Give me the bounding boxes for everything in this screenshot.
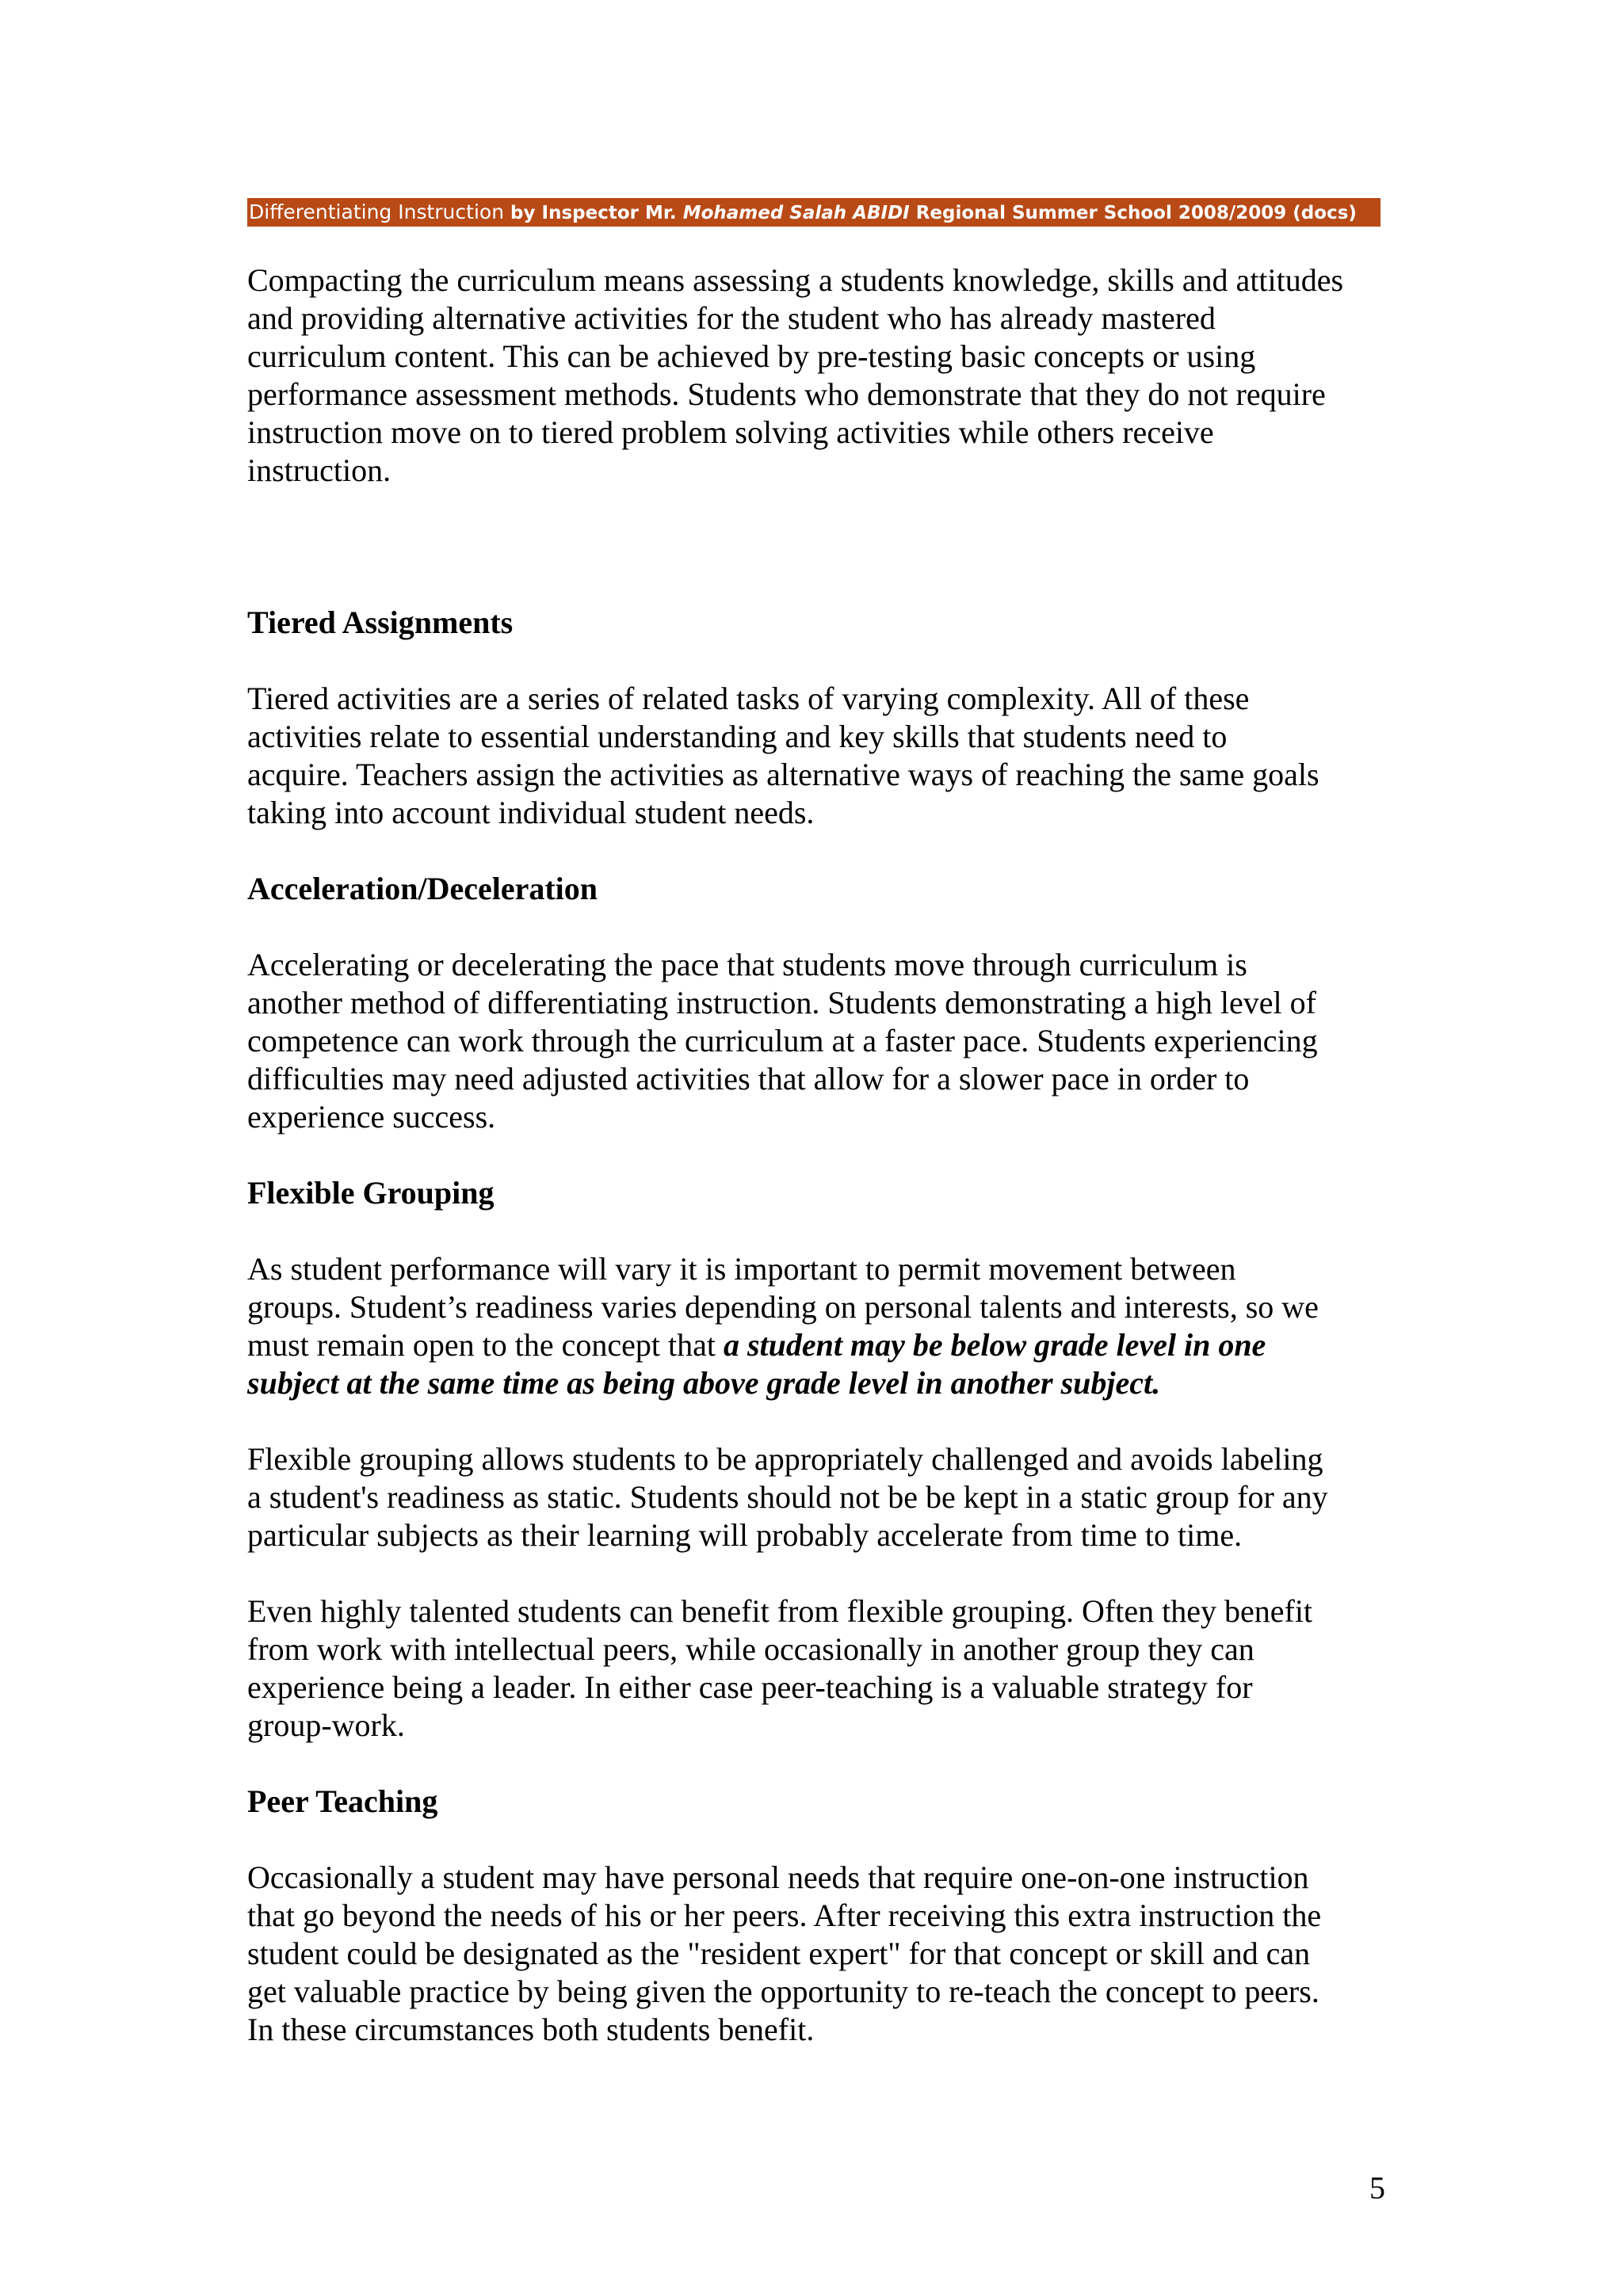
spacer: [247, 1402, 1388, 1440]
document-body: [247, 261, 1388, 2049]
intro-paragraph: Compacting the curriculum means assessing a students knowledge, skills and attitudes and providing alternative activities for the student who has already mastered curriculum content. This can be achieved by pre-testing basic concepts or using performance assessment methods. Students who demonstrate that they do not require instruction move on to tiered problem solving activities while others receive instruction.: [247, 262, 1344, 488]
flexible-paragraph-2: Flexible grouping allows students to be appropriately challenged and avoids labeling a student's readiness as static. Students should not be be kept in a static group for any particular subjects as their learning will probably accelerate from time to time.: [247, 1441, 1328, 1553]
acceleration-paragraph: Accelerating or decelerating the pace that students move through curriculum is another method of differentiating instruction. Students demonstrating a high level of competence can work through the curriculum at a faster pace. Students experiencing difficulties may need adjusted activities that allow for a slower pace in order to experience success.: [247, 947, 1318, 1135]
header-event: Regional Summer School 2008/2009 (docs): [909, 203, 1357, 223]
flexible-paragraph-1: [247, 1250, 1388, 1402]
spacer: [247, 490, 1388, 604]
spacer: [247, 1745, 1388, 1783]
flexible-paragraph-3: Even highly talented students can benefit from flexible grouping. Often they benefit from work with intellectual peers, while occasionally in another group they can experience being a leader. In either case peer-teaching is a valuable strategy for group-work.: [247, 1593, 1313, 1743]
header-title: Differentiating Instruction: [249, 200, 505, 223]
spacer: [247, 1136, 1388, 1174]
heading-peer-teaching: Peer Teaching: [247, 1783, 438, 1819]
page-number: 5: [1369, 2170, 1385, 2206]
heading-flexible-grouping: Flexible Grouping: [247, 1175, 495, 1211]
heading-tiered-assignments: Tiered Assignments: [247, 605, 514, 640]
flexible-p1-plain: As student performance will vary it is important to permit movement between groups. Student’s readiness varies depending on personal talents and interests, so we must remain open to the concept that: [247, 1251, 1319, 1363]
peer-paragraph: Occasionally a student may have personal needs that require one-on-one instruction that go beyond the needs of his or her peers. After receiving this extra instruction the student could be designated as the "resident expert" for that concept or skill and can get valuable practice by being given the opportunity to re-teach the concept to peers. In these circumstances both students benefit.: [247, 1859, 1322, 2047]
spacer: [247, 1821, 1388, 1859]
header-author: Mohamed Salah ABIDI: [682, 203, 910, 223]
spacer: [247, 1554, 1388, 1592]
spacer: [247, 908, 1388, 946]
heading-acceleration-deceleration: Acceleration/Deceleration: [247, 871, 598, 906]
flexible-p1-emphasis: a student may be below grade level in one subject at the same time as being above grade level in another subject.: [247, 1327, 1266, 1401]
spacer: [247, 832, 1388, 870]
tiered-paragraph: Tiered activities are a series of related tasks of varying complexity. All of these activities relate to essential understanding and key skills that students need to acquire. Teachers assign the activities as alternative ways of reaching the same goals taking into account individual student needs.: [247, 681, 1319, 830]
header-by: by Inspector Mr.: [504, 203, 683, 223]
spacer: [247, 642, 1388, 680]
running-header: [247, 198, 1381, 227]
spacer: [247, 1212, 1388, 1250]
